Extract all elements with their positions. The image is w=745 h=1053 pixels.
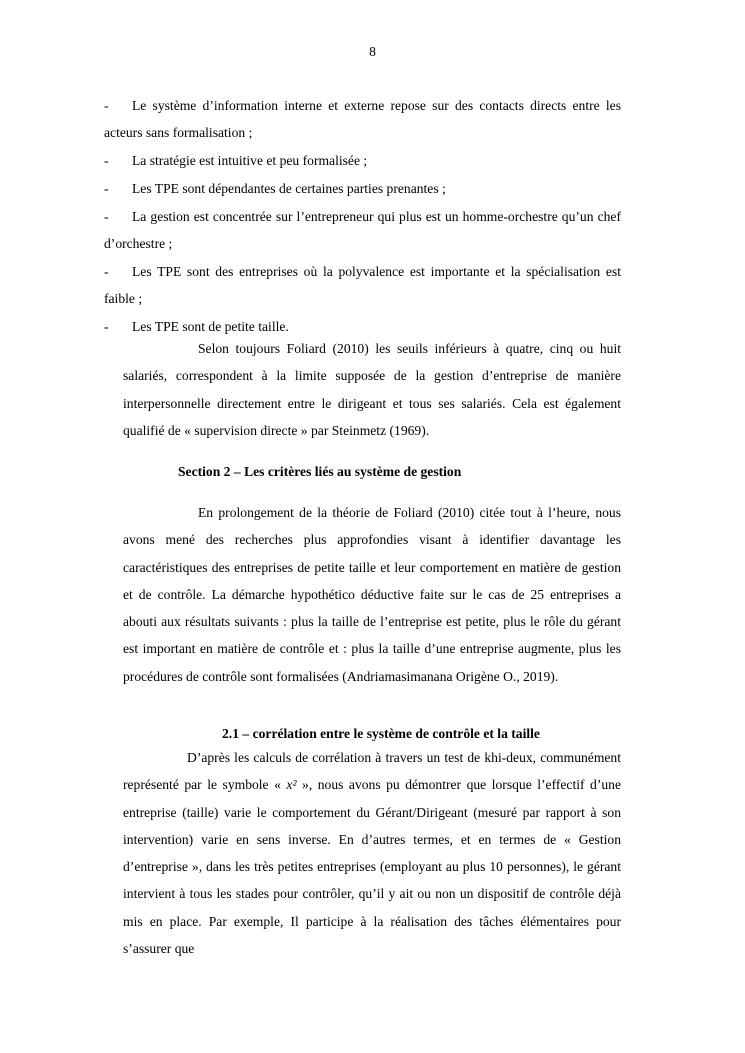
section-heading: Section 2 – Les critères liés au système de gestion (178, 464, 462, 479)
bullet-dash: - (104, 153, 109, 168)
bullet-dash: - (104, 319, 109, 334)
bullet-list (104, 92, 621, 341)
bullet-item (104, 175, 621, 202)
subsection-heading: 2.1 – corrélation entre le système de contrôle et la taille (222, 726, 540, 741)
bullet-text: Les TPE sont de petite taille. (132, 319, 289, 334)
bullet-dash: - (104, 181, 109, 196)
paragraph-text: », nous avons pu démontrer que lorsque l’effectif d’une entreprise (taille) varie le comportement du Gérant/Dirigeant (mesuré par rapport à son intervention) varie en sens inverse. En d’autres termes, et en termes de « Gestion d’entreprise », dans les très petites entreprises (employant au plus 10 personnes), le gérant intervient à tous les stades pour contrôler, qu’il y ait ou non un dispositif de contrôle déjà mis en place. Par exemple, Il participe à la réalisation des tâches élémentaires pour s’assurer que (123, 777, 621, 957)
chi-square-symbol: x² (286, 777, 297, 793)
bullet-dash: - (104, 98, 109, 113)
paragraph-text: Selon toujours Foliard (2010) les seuils inférieurs à quatre, cinq ou huit salariés, correspondent à la limite supposée de la gestion d’entreprise de manière interpersonnelle directement entre le dirigeant et tous ses salariés. Cela est également qualifié de « supervision directe » par Steinmetz (1969). (123, 341, 621, 438)
paragraph-foliard-thresholds (123, 335, 621, 444)
bullet-item (104, 147, 621, 174)
paragraph-text: En prolongement de la théorie de Foliard (2010) citée tout à l’heure, nous avons mené des recherches plus approfondies visant à identifier davantage les caractéristiques des entreprises de petite taille et leur comportement en matière de gestion et de contrôle. La démarche hypothético déductive faite sur le cas de 25 entreprises a abouti aux résultats suivants : plus la taille de l’entreprise est petite, plus le rôle du gérant est important en matière de contrôle et : plus la taille d’une entreprise augmente, plus les procédures de contrôle sont formalisées (Andriamasimanana Origène O., 2019). (123, 505, 621, 684)
paragraph-correlation (123, 744, 621, 962)
bullet-dash: - (104, 264, 109, 279)
bullet-item (104, 92, 621, 146)
paragraph-text: D’après les calculs de corrélation à travers un test de khi-deux, communément représenté par le symbole « (123, 750, 621, 793)
bullet-text: Les TPE sont dépendantes de certaines parties prenantes ; (132, 181, 446, 196)
bullet-text: Le système d’information interne et externe repose sur des contacts directs entre les acteurs sans formalisation ; (104, 98, 621, 140)
bullet-text: La stratégie est intuitive et peu formalisée ; (132, 153, 368, 168)
bullet-text: La gestion est concentrée sur l’entrepreneur qui plus est un homme-orchestre qu’un chef d’orchestre ; (104, 209, 621, 251)
bullet-dash: - (104, 209, 109, 224)
bullet-item (104, 203, 621, 257)
bullet-text: Les TPE sont des entreprises où la polyvalence est importante et la spécialisation est faible ; (104, 264, 621, 306)
paragraph-research (123, 499, 621, 690)
bullet-item (104, 258, 621, 312)
page-number: 8 (369, 44, 376, 59)
